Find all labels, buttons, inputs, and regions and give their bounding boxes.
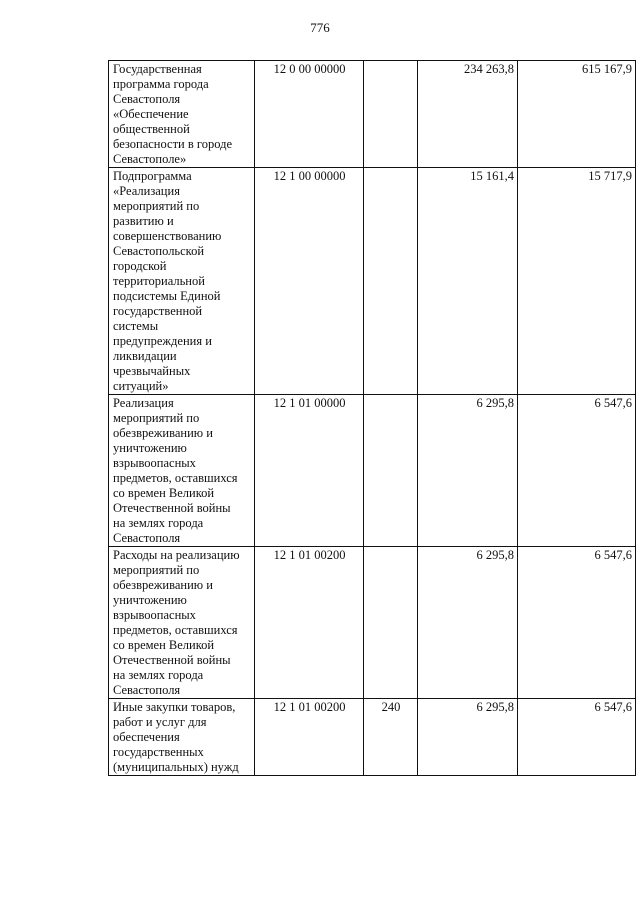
cell-name-line: обезвреживанию и — [113, 578, 213, 592]
cell-sum-2: 6 547,6 — [518, 699, 636, 776]
cell-name-line: программа города — [113, 77, 209, 91]
cell-name-line: на землях города — [113, 668, 204, 682]
cell-expense-type — [364, 168, 418, 395]
cell-name-line: совершенствованию — [113, 229, 222, 243]
cell-name-line: территориальной — [113, 274, 205, 288]
cell-name-line: Севастополе» — [113, 152, 187, 166]
budget-table — [108, 60, 636, 776]
cell-name-line: государственной — [113, 304, 203, 318]
cell-code: 12 0 00 00000 — [255, 61, 364, 168]
cell-sum-2: 15 717,9 — [518, 168, 636, 395]
cell-name-line: мероприятий по — [113, 563, 200, 577]
cell-name-line: (муниципальных) нужд — [113, 760, 239, 774]
cell-name-line: общественной — [113, 122, 190, 136]
cell-name — [109, 168, 255, 395]
cell-sum-1: 6 295,8 — [418, 395, 518, 547]
cell-name-line: обезвреживанию и — [113, 426, 213, 440]
cell-sum-1: 234 263,8 — [418, 61, 518, 168]
cell-name — [109, 547, 255, 699]
cell-name-line: Севастополя — [113, 531, 181, 545]
table-row — [109, 699, 636, 776]
cell-name — [109, 61, 255, 168]
cell-expense-type: 240 — [364, 699, 418, 776]
cell-name-line: государственных — [113, 745, 204, 759]
cell-name-line: Севастополя — [113, 92, 181, 106]
cell-name-line: Отечественной войны — [113, 653, 231, 667]
budget-table-body — [109, 61, 636, 776]
cell-name-line: городской — [113, 259, 167, 273]
cell-expense-type — [364, 61, 418, 168]
cell-code: 12 1 01 00200 — [255, 547, 364, 699]
cell-code: 12 1 01 00200 — [255, 699, 364, 776]
cell-name-line: чрезвычайных — [113, 364, 191, 378]
cell-name-line: Отечественной войны — [113, 501, 231, 515]
cell-name-line: предметов, оставшихся — [113, 623, 238, 637]
cell-sum-1: 6 295,8 — [418, 547, 518, 699]
cell-name-line: Севастополя — [113, 683, 181, 697]
cell-name-line: взрывоопасных — [113, 608, 196, 622]
table-row — [109, 547, 636, 699]
cell-name-line: мероприятий по — [113, 199, 200, 213]
cell-sum-2: 615 167,9 — [518, 61, 636, 168]
cell-code: 12 1 00 00000 — [255, 168, 364, 395]
cell-name-line: «Реализация — [113, 184, 180, 198]
table-row — [109, 395, 636, 547]
cell-name-line: Реализация — [113, 396, 174, 410]
page-number: 776 — [310, 20, 330, 35]
cell-name-line: мероприятий по — [113, 411, 200, 425]
cell-name-line: Расходы на реализацию — [113, 548, 240, 562]
cell-name-line: безопасности в городе — [113, 137, 233, 151]
cell-expense-type — [364, 547, 418, 699]
cell-sum-2: 6 547,6 — [518, 395, 636, 547]
cell-name-line: уничтожению — [113, 593, 187, 607]
cell-name-line: предметов, оставшихся — [113, 471, 238, 485]
table-row — [109, 61, 636, 168]
cell-name — [109, 699, 255, 776]
cell-name-line: со времен Великой — [113, 486, 215, 500]
cell-name-line: ликвидации — [113, 349, 177, 363]
cell-name-line: работ и услуг для — [113, 715, 207, 729]
cell-name-line: Иные закупки товаров, — [113, 700, 236, 714]
cell-expense-type — [364, 395, 418, 547]
cell-name-line: подсистемы Единой — [113, 289, 221, 303]
cell-name-line: «Обеспечение — [113, 107, 189, 121]
cell-sum-2: 6 547,6 — [518, 547, 636, 699]
cell-name-line: развитию и — [113, 214, 174, 228]
cell-name-line: уничтожению — [113, 441, 187, 455]
cell-name-line: обеспечения — [113, 730, 180, 744]
cell-name — [109, 395, 255, 547]
cell-sum-1: 15 161,4 — [418, 168, 518, 395]
cell-name-line: Подпрограмма — [113, 169, 192, 183]
cell-name-line: со времен Великой — [113, 638, 215, 652]
cell-name-line: Государственная — [113, 62, 202, 76]
table-row — [109, 168, 636, 395]
cell-code: 12 1 01 00000 — [255, 395, 364, 547]
cell-name-line: на землях города — [113, 516, 204, 530]
cell-name-line: Севастопольской — [113, 244, 205, 258]
cell-name-line: предупреждения и — [113, 334, 212, 348]
cell-name-line: системы — [113, 319, 159, 333]
cell-sum-1: 6 295,8 — [418, 699, 518, 776]
cell-name-line: ситуаций» — [113, 379, 169, 393]
cell-name-line: взрывоопасных — [113, 456, 196, 470]
